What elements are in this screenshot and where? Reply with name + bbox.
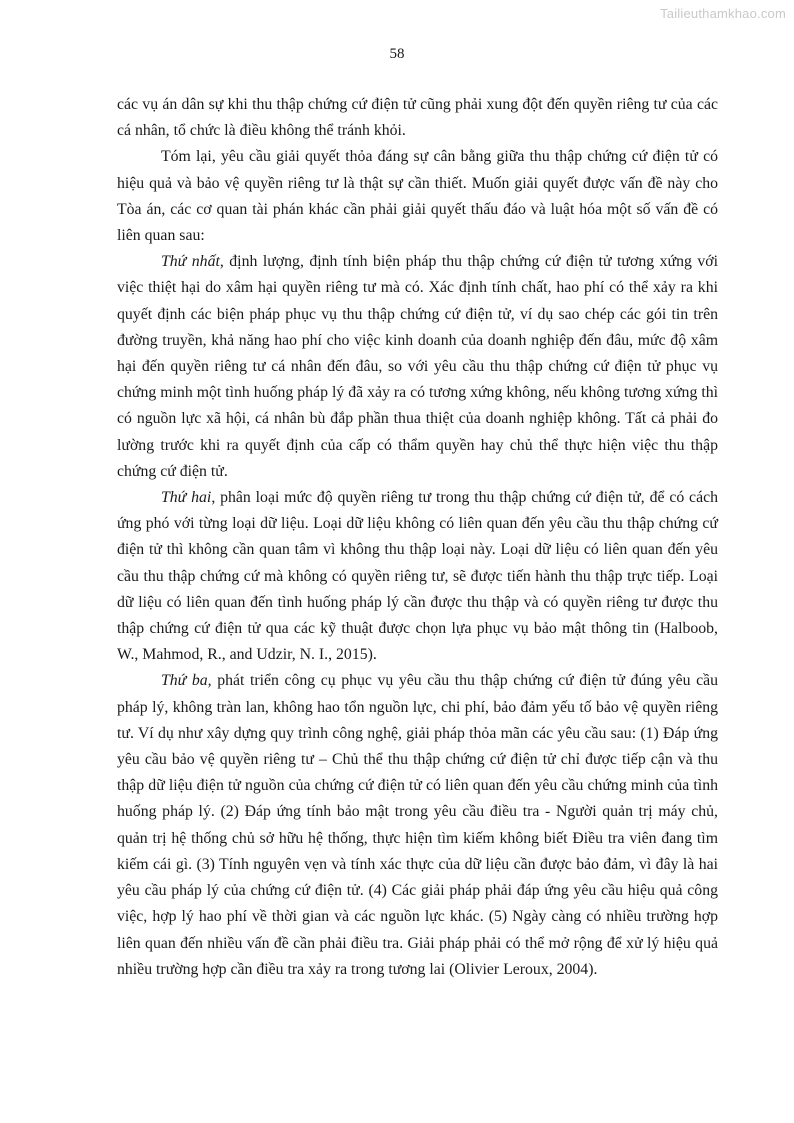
paragraph-3 <box>117 249 718 485</box>
paragraph-text: , phân loại mức độ quyền riêng tư trong thu thập chứng cứ điện tử, để có cách ứng phó với từng loại dữ liệu. Loại dữ liệu không có liên quan đến yêu cầu thu thập chứng cứ điện tử thì không cần quan tâm vì không thu thập loại này. Loại dữ liệu có liên quan đến yêu cầu thu thập chứng cứ mà không có quyền riêng tư, sẽ được tiến hành thu thập trực tiếp. Loại dữ liệu có liên quan đến tình huống pháp lý cần được thu thập và có quyền riêng tư được thu thập chứng cứ điện tử qua các kỹ thuật được chọn lựa phục vụ bảo mật thông tin (Halboob, W., Mahmod, R., and Udzir, N. I., 2015). <box>117 489 718 664</box>
paragraph-lead: Thứ nhất <box>161 253 220 271</box>
document-body <box>117 92 718 983</box>
watermark-text: Tailieuthamkhao.com <box>660 6 786 21</box>
paragraph-text: phát triển công cụ phục vụ yêu cầu thu thập chứng cứ điện tử đúng yêu cầu pháp lý, không tràn lan, không hao tổn nguồn lực, chi phí, bảo đảm yếu tố bảo vệ quyền riêng tư. Ví dụ như xây dựng quy trình công nghệ, giải pháp thỏa mãn các yêu cầu sau: (1) Đáp ứng yêu cầu bảo vệ quyền riêng tư – Chủ thể thu thập chứng cứ điện tử chỉ được tiếp cận và thu thập dữ liệu điện tử nguồn của chứng cứ điện tử có liên quan đến yêu cầu chứng minh của tình huống pháp lý. (2) Đáp ứng tính bảo mật trong yêu cầu điều tra - Người quản trị máy chủ, quản trị hệ thống chủ sở hữu hệ thống, thực hiện tìm kiếm không biết Điều tra viên đang tìm kiếm cái gì. (3) Tính nguyên vẹn và tính xác thực của dữ liệu cần được bảo đảm, vì đây là hai yêu cầu pháp lý của chứng cứ điện tử. (4) Các giải pháp phải đáp ứng yêu cầu hiệu quả công việc, hợp lý hao phí về thời gian và các nguồn lực khác. (5) Ngày càng có nhiều trường hợp liên quan đến nhiều vấn đề cần phải điều tra. Giải pháp phải có thể mở rộng để xử lý hiệu quả nhiều trường hợp cần điều tra xảy ra trong tương lai (Olivier Leroux, 2004). <box>117 672 719 978</box>
paragraph-text: Tóm lại, yêu cầu giải quyết thỏa đáng sự cân bằng giữa thu thập chứng cứ điện tử có hiệu quả và bảo vệ quyền riêng tư là thật sự cần thiết. Muốn giải quyết được vấn đề này cho Tòa án, các cơ quan tài phán khác cần phải giải quyết thấu đáo và luật hóa một số vấn đề có liên quan sau: <box>117 148 718 245</box>
paragraph-lead: Thứ hai <box>161 489 212 507</box>
paragraph-4 <box>117 485 718 668</box>
paragraph-text: các vụ án dân sự khi thu thập chứng cứ điện tử cũng phải xung đột đến quyền riêng tư của các cá nhân, tổ chức là điều không thể tránh khỏi. <box>117 96 718 140</box>
paragraph-1 <box>117 92 718 144</box>
paragraph-2 <box>117 144 718 249</box>
paragraph-text: , định lượng, định tính biện pháp thu thập chứng cứ điện tử tương xứng với việc thiệt hại do xâm hại quyền riêng tư mà có. Xác định tính chất, hao phí có thể xảy ra khi quyết định các biện pháp phục vụ thu thập chứng cứ điện tử, ví dụ sao chép các gói tin trên đường truyền, khả năng hao phí cho việc kinh doanh của doanh nghiệp đến đâu, mức độ xâm hại đến quyền riêng tư cá nhân đến đâu, so với yêu cầu thu thập chứng cứ điện tử phục vụ chứng minh một tình huống pháp lý đã xảy ra có tương xứng không, nếu không tương xứng thì có nguồn lực xã hội, cá nhân bù đắp phần thua thiệt của doanh nghiệp không. Tất cả phải đo lường trước khi ra quyết định của cấp có thẩm quyền hay chủ thể thực hiện việc thu thập chứng cứ điện tử. <box>117 253 718 480</box>
paragraph-5 <box>117 668 718 982</box>
page-number: 58 <box>389 46 405 62</box>
paragraph-lead: Thứ ba, <box>161 672 212 690</box>
